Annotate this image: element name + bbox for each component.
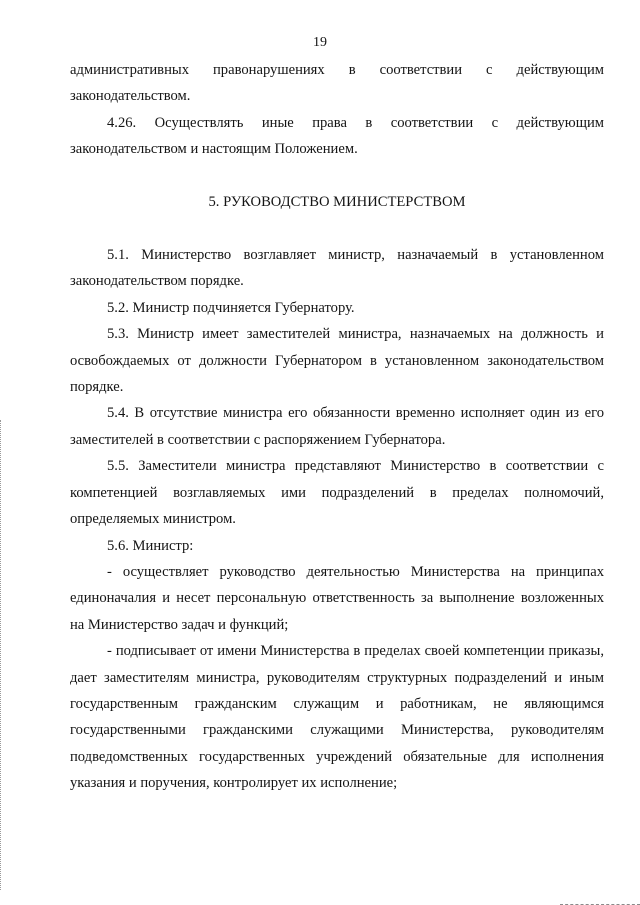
paragraph-5-3: 5.3. Министр имеет заместителей министра, назначаемых на должность и освобождаемых от должности Губернатором в установленном законодательством порядке.	[70, 326, 604, 396]
document-body	[70, 57, 604, 797]
paragraph-5-1: 5.1. Министерство возглавляет министр, назначаемый в установленном законодательством порядке.	[70, 247, 604, 290]
list-item-signing: - подписывает от имени Министерства в пределах своей компетенции приказы, дает заместителям министра, руководителям структурных подразделений и иным государственным гражданским служащим и работникам, не являющимся государственными гражданскими служащими Министерства, руководителям подведомственных государственных учреждений обязательные для исполнения указания и поручения, контролирует их исполнение;	[70, 643, 604, 792]
section-heading: 5. РУКОВОДСТВО МИНИСТЕРСТВОМ	[208, 193, 466, 210]
scan-bottom-artifact	[560, 898, 640, 905]
paragraph-5-4: 5.4. В отсутствие министра его обязанности временно исполняет один из его заместителей в соответствии с распоряжением Губернатора.	[70, 405, 604, 448]
page-number: 19	[313, 35, 327, 50]
paragraph-5-2: 5.2. Министр подчиняется Губернатору.	[107, 299, 355, 316]
paragraph-continuation: административных правонарушениях в соответствии с действующим законодательством.	[70, 62, 604, 105]
list-item-leadership: - осуществляет руководство деятельностью Министерства на принципах единоначалия и несет персональную ответственность за выполнение возложенных на Министерство задач и функций;	[70, 563, 604, 633]
paragraph-5-5: 5.5. Заместители министра представляют Министерство в соответствии с компетенцией возглавляемых ими подразделений в пределах полномочий, определяемых министром.	[70, 458, 604, 528]
paragraph-5-6: 5.6. Министр:	[107, 537, 194, 554]
paragraph-4-26: 4.26. Осуществлять иные права в соответствии с действующим законодательством и настоящим Положением.	[70, 114, 604, 158]
scan-edge-artifact	[0, 420, 3, 890]
